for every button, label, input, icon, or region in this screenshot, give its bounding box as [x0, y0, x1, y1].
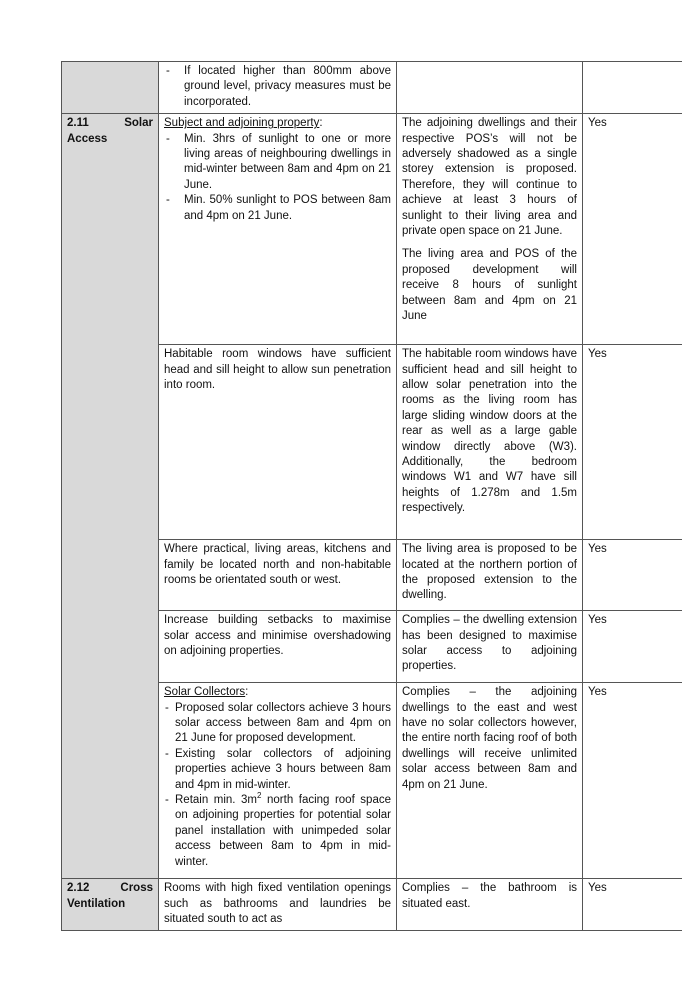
- table-row: [62, 114, 682, 345]
- criteria-cell: [159, 540, 397, 611]
- response-paragraph: The living area and POS of the proposed development will receive 8 hours of sunlight between 8am and 4pm on 21 June: [402, 248, 577, 323]
- criteria-text: Habitable room windows have sufficient head and sill height to allow sun penetration into room.: [164, 348, 391, 392]
- criteria-text: Increase building setbacks to maximise solar access and minimise overshadowing on adjoining properties.: [164, 614, 391, 658]
- criteria-cell: Solar Collectors: - Proposed solar collectors achieve 3 hours solar access between 8am and 4pm on 21 June for proposed development. - Existing solar collectors of adjoining properties achieve 3 hours between 8am and 4pm in mid-winter. - Retain min. $3m^2$ north facing roof space on adjoining properties for potential solar panel installation with unimpeded solar access between 8am to 4pm in mid-winter.: [159, 683, 397, 879]
- criteria-text: Where practical, living areas, kitchens and family be located north and non-habitable rooms be orientated south or west.: [164, 543, 391, 587]
- response-cell: [397, 62, 583, 114]
- complies-cell: Yes: [583, 683, 682, 879]
- response-paragraph: The living area is proposed to be located at the northern portion of the proposed extension to the dwelling.: [402, 543, 577, 602]
- response-paragraph: Complies – the bathroom is situated east.: [402, 882, 577, 910]
- section-cell-2-12: [62, 879, 159, 931]
- response-paragraph: The adjoining dwellings and their respective POS’s will not be adversely shadowed as a single storey extension is proposed. Therefore, they will continue to achieve at least 3 hours of sunlight to their living area and private open space on 21 June.: [402, 117, 577, 238]
- response-cell: [397, 345, 583, 540]
- complies-cell: Yes: [583, 611, 682, 683]
- criteria-cell: [159, 879, 397, 931]
- section-cell: [62, 62, 159, 114]
- complies-cell: Yes: [583, 345, 682, 540]
- criteria-bullet: - If located higher than 800mm above ground level, privacy measures must be incorporated.: [164, 64, 391, 110]
- section-title-word: Solar: [124, 117, 153, 130]
- complies-cell: Yes: [583, 114, 682, 345]
- table-row: [62, 879, 682, 931]
- response-cell: [397, 879, 583, 931]
- criteria-cell: [159, 62, 397, 114]
- criteria-cell: [159, 345, 397, 540]
- section-cell-2-11: [62, 114, 159, 879]
- criteria-bullet: - Proposed solar collectors achieve 3 hours solar access between 8am and 4pm on 21 June for proposed development.: [164, 701, 391, 747]
- criteria-bullet: - Min. 50% sunlight to POS between 8am and 4pm on 21 June.: [164, 193, 391, 224]
- criteria-bullet: - Min. 3hrs of sunlight to one or more living areas of neighbouring dwellings in mid-winter between 8am and 4pm on 21 June.: [164, 132, 391, 194]
- response-paragraph: Complies – the adjoining dwellings to the east and west have no solar collectors however, the entire north facing roof of both dwellings will receive unlimited solar access between 8am and 4pm on 21 June.: [402, 686, 577, 791]
- criteria-title: Solar Collectors: [164, 686, 246, 699]
- response-cell: [397, 114, 583, 345]
- complies-cell: [583, 62, 682, 114]
- section-number: 2.12: [67, 882, 90, 895]
- response-paragraph: The habitable room windows have sufficient head and sill height to allow solar penetration into the rooms as the living room has large sliding window doors at the rear as well as a large gable window directly above (W3). Additionally, the bedroom windows W1 and W7 have sill heights of 1.278m and 1.5m respectively.: [402, 348, 577, 515]
- criteria-bullet: - Existing solar collectors of adjoining properties achieve 3 hours between 8am and 4pm in mid-winter.: [164, 747, 391, 793]
- criteria-title: Subject and adjoining property: [164, 117, 320, 130]
- complies-cell: Yes: [583, 540, 682, 611]
- compliance-table: [61, 61, 682, 931]
- section-title-line2: Ventilation: [67, 897, 126, 910]
- section-number: 2.11: [67, 117, 89, 130]
- criteria-cell: [159, 611, 397, 683]
- response-cell: [397, 683, 583, 879]
- section-title-line2: Access: [67, 132, 108, 145]
- criteria-bullet: - Retain min. $3m^2$ north facing roof space on adjoining properties for potential solar panel installation with unimpeded solar access between 8am to 4pm in mid-winter.: [164, 793, 391, 870]
- table-row: [62, 62, 682, 114]
- criteria-text: Rooms with high fixed ventilation openings such as bathrooms and laundries be situated south to act as: [164, 882, 391, 926]
- criteria-cell: Subject and adjoining property: - Min. 3hrs of sunlight to one or more living areas of neighbouring dwellings in mid-winter between 8am and 4pm on 21 June. - Min. 50% sunlight to POS between 8am and 4pm on 21 June.: [159, 114, 397, 345]
- response-cell: [397, 540, 583, 611]
- response-paragraph: Complies – the dwelling extension has been designed to maximise solar access to adjoining properties.: [402, 614, 577, 673]
- response-cell: [397, 611, 583, 683]
- section-title-word: Cross: [120, 882, 153, 895]
- complies-cell: Yes: [583, 879, 682, 931]
